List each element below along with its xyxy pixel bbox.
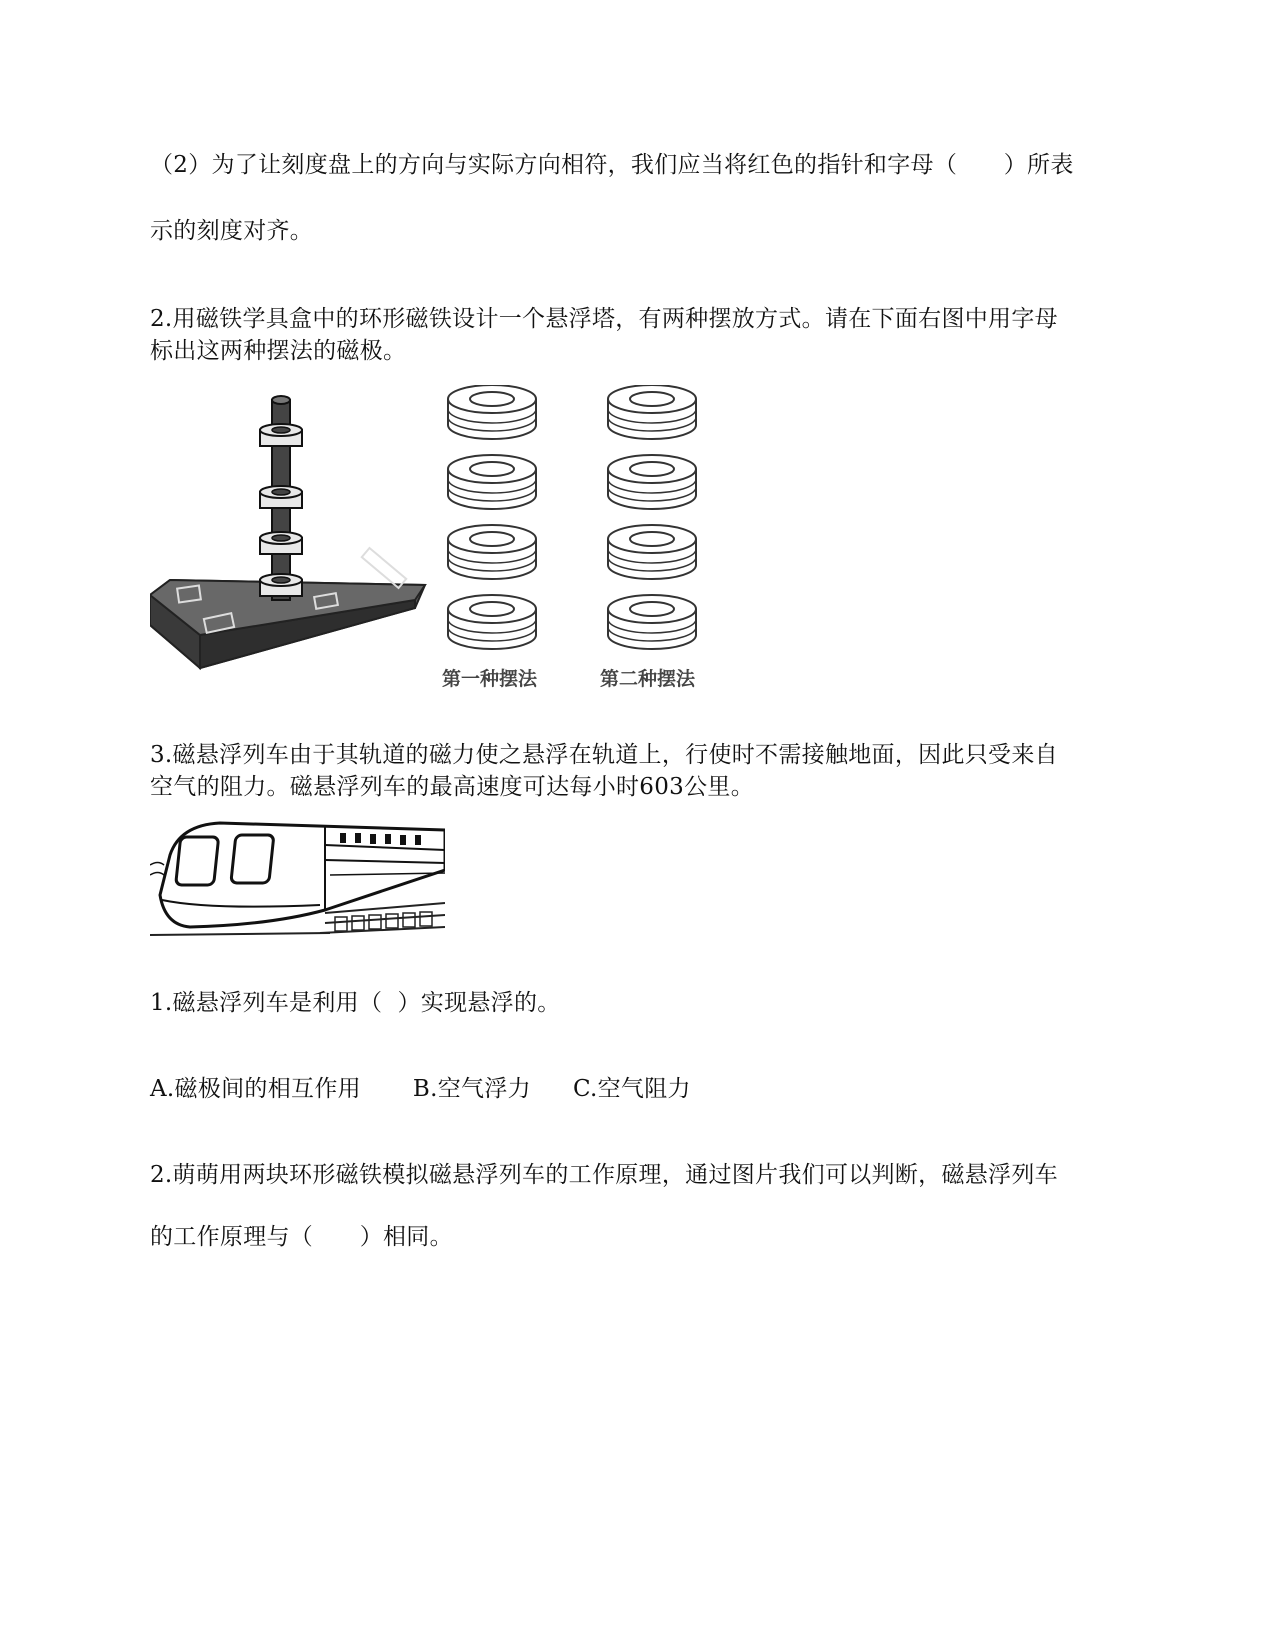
q2-line1: 2.用磁铁学具盒中的环形磁铁设计一个悬浮塔，有两种摆放方式。请在下面右图中用字母 bbox=[150, 306, 1058, 332]
q3-sub2-line2: 的工作原理与（ ）相同。 bbox=[150, 1224, 453, 1250]
q3-sub2-line1: 2.萌萌用两块环形磁铁模拟磁悬浮列车的工作原理，通过图片我们可以判断，磁悬浮列车 bbox=[150, 1162, 1058, 1188]
q3-options bbox=[150, 1074, 691, 1104]
q3-line2: 空气的阻力。磁悬浮列车的最高速度可达每小时603公里。 bbox=[150, 774, 754, 800]
second-arrangement-stack bbox=[608, 385, 696, 649]
q1-part2-line1: （2）为了让刻度盘上的方向与实际方向相符，我们应当将红色的指针和字母（ ）所表 bbox=[150, 152, 1074, 178]
q3-line1: 3.磁悬浮列车由于其轨道的磁力使之悬浮在轨道上，行使时不需接触地面，因此只受来自 bbox=[150, 742, 1058, 768]
caption-first-arrangement: 第一种摆法 bbox=[442, 668, 538, 690]
q3-sub1: 1.磁悬浮列车是利用（ ）实现悬浮的。 bbox=[150, 990, 561, 1016]
ring-magnets-figure bbox=[440, 385, 740, 705]
option-c: C.空气阻力 bbox=[572, 1076, 691, 1102]
caption-second-arrangement: 第二种摆法 bbox=[600, 668, 696, 690]
option-a: A.磁极间的相互作用 bbox=[150, 1076, 361, 1102]
first-arrangement-stack bbox=[448, 385, 536, 649]
q2-line2: 标出这两种摆法的磁极。 bbox=[150, 338, 407, 364]
option-b: B.空气浮力 bbox=[412, 1076, 531, 1102]
levitation-tower-figure bbox=[150, 390, 430, 700]
q1-part2-line2: 示的刻度对齐。 bbox=[150, 218, 314, 244]
maglev-train-figure bbox=[150, 815, 445, 940]
